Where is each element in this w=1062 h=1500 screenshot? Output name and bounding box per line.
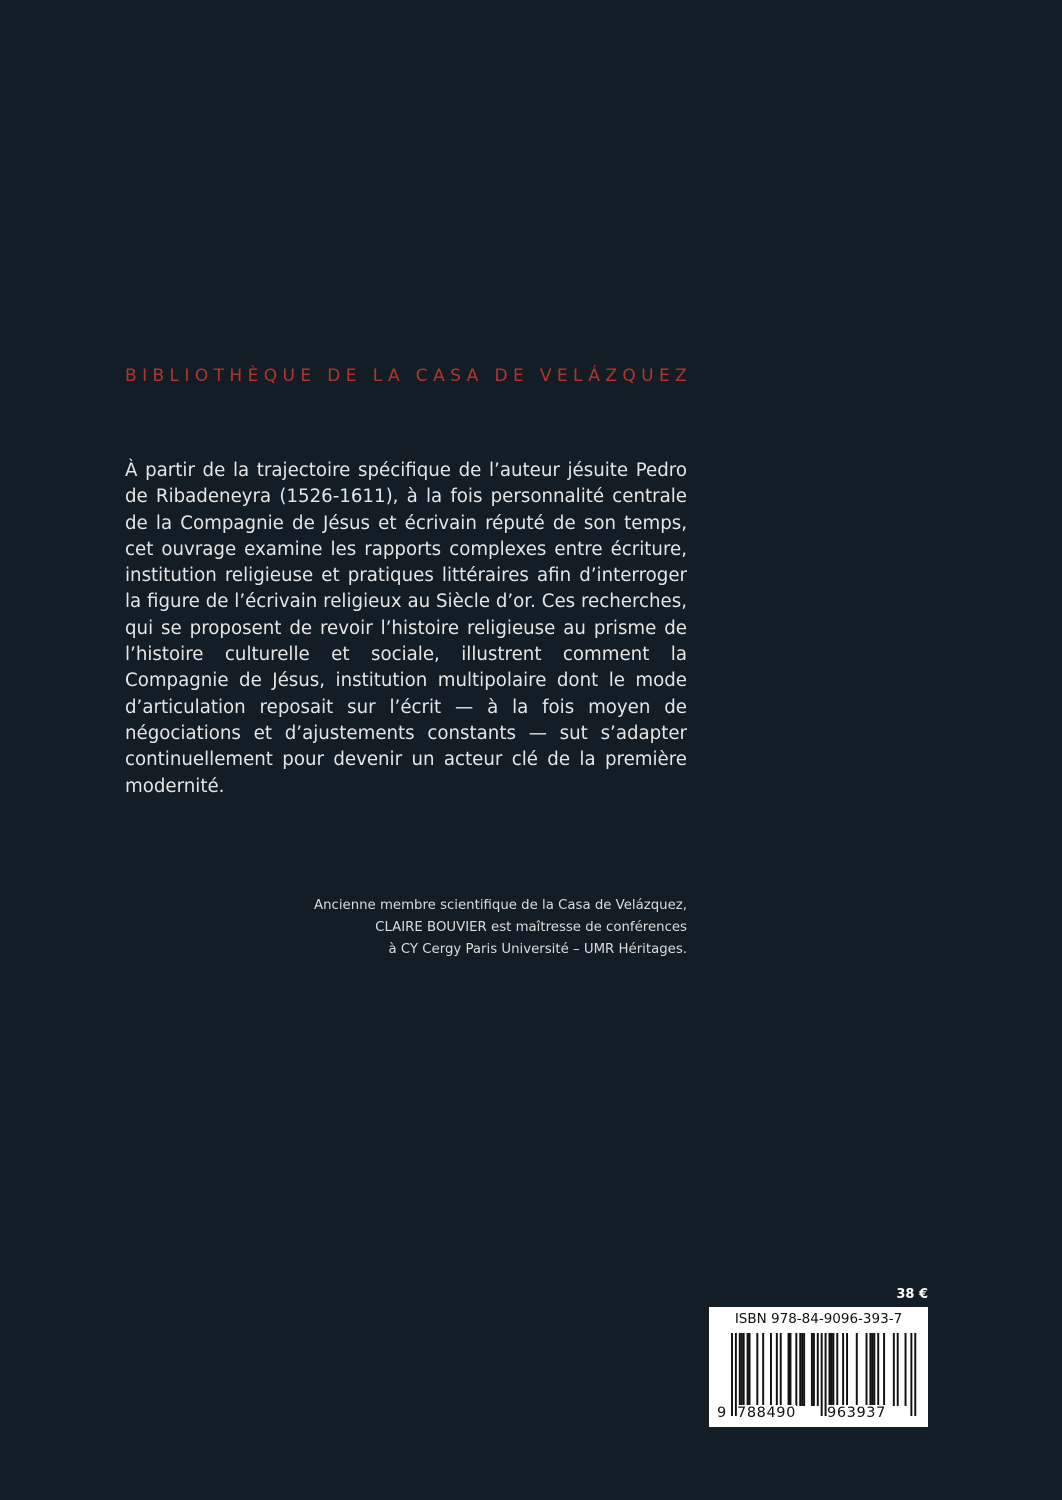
barcode-bar [776,1333,778,1406]
barcode-guard-bar [910,1333,912,1416]
barcode-bar [856,1333,858,1406]
barcode-bar [877,1333,879,1406]
barcode-guard-bar [914,1333,916,1416]
barcode-guard-bar [821,1333,823,1416]
barcode-bar [873,1333,875,1406]
barcode-bar [739,1333,741,1406]
barcode-bar [869,1333,871,1406]
barcode-bar [811,1333,813,1406]
barcode-bar [749,1333,751,1406]
author-bio [230,895,687,961]
author-bio-line: à CY Cergy Paris Université – UMR Héritages. [388,942,687,957]
barcode-bar [842,1333,844,1406]
barcode-bar [747,1333,749,1406]
barcode-bar [780,1333,782,1406]
barcode-bar [790,1333,792,1406]
barcode-block [709,1307,928,1427]
barcode-bar [817,1333,819,1406]
barcode-bar [799,1333,801,1406]
barcode-digits-right: 963937 [827,1405,886,1421]
price-label: 38 € [896,1287,928,1302]
barcode-bar [801,1333,803,1406]
barcode-bar [795,1333,797,1406]
barcode-guard-bar [735,1333,737,1416]
barcode-bar [829,1333,831,1406]
barcode-bar [770,1333,772,1406]
barcode-digit-first: 9 [717,1405,727,1421]
barcode-bar [893,1333,895,1406]
barcode-bar [756,1333,758,1406]
barcode-guard-bar [731,1333,733,1416]
barcode-bar [830,1333,832,1406]
barcode-bar [743,1333,745,1406]
barcode-digits-left: 788490 [737,1405,796,1421]
barcode-bar [897,1333,899,1406]
barcode-bar [871,1333,873,1406]
barcode-bar [846,1333,848,1406]
barcode-bar [762,1333,764,1406]
barcode-bar [836,1333,838,1406]
barcode-bar [788,1333,790,1406]
book-description: À partir de la trajectoire spécifique de l’auteur jésuite Pedro de Ribadeneyra (1526-1611), à la fois personnalité centrale de la Compagnie de Jésus et écrivain réputé de son temps, cet ouvrage examine les rapports complexes entre écriture, institution religieuse et pratiques littéraires afin d’interroger la figure de l’écrivain religieux au Siècle d’or. Ces recherches, qui se proposent de revoir l’histoire religieuse au prisme de l’histoire culturelle et sociale, illustrent comment la Compagnie de Jésus, institution multipolaire dont le mode d’articulation reposait sur l’écrit — à la fois moyen de négociations et d’ajustements constants — sut s’adapter continuellement pour devenir un acteur clé de la première modernité. [125,460,687,797]
barcode-bar [741,1333,743,1406]
barcode-bar [832,1333,834,1406]
barcode-bar [905,1333,907,1406]
barcode-guard-bar [825,1333,827,1416]
barcode-bar [866,1333,868,1406]
series-title: BIBLIOTHÈQUE DE LA CASA DE VELÁZQUEZ [125,366,693,386]
isbn-label: ISBN 978-84-9096-393-7 [734,1311,903,1327]
barcode-bar [813,1333,815,1406]
barcode-bar [803,1333,805,1406]
author-bio-line: Ancienne membre scientifique de la Casa de Velázquez, [313,898,687,913]
barcode-bar [883,1333,885,1406]
author-bio-line: CLAIRE BOUVIER est maîtresse de conférences [375,920,687,935]
